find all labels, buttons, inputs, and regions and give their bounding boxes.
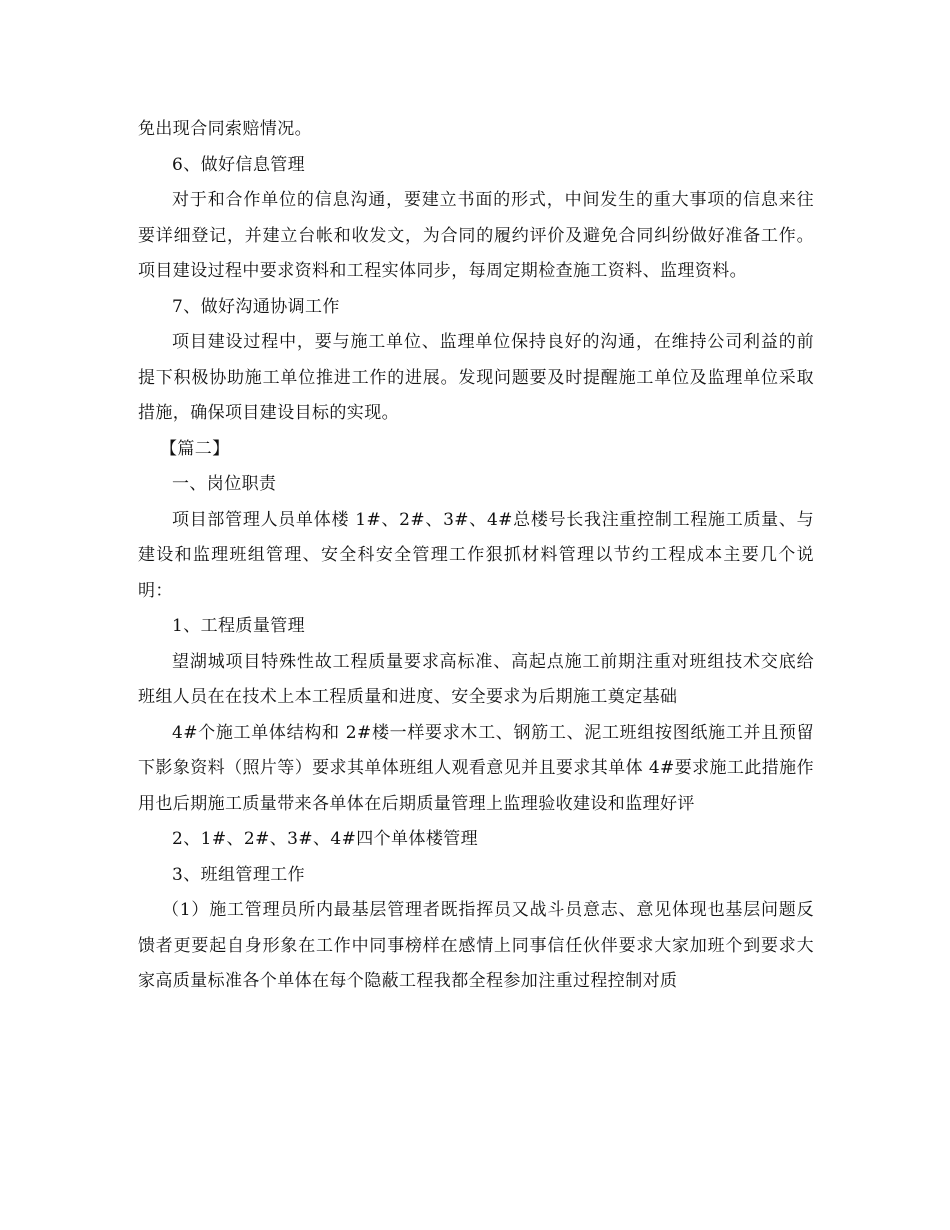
paragraph-team-management-1: （1）施工管理员所内最基层管理者既指挥员又战斗员意志、意见体现也基层问题反馈者更要起自身形象在工作中同事榜样在感情上同事信任伙伴要求大家加班个到要求大家高质量标准各个单体在每个隐蔽工程我都全程参加注重过程控制对质 [138,900,814,991]
paragraph-1: 免出现合同索赔情况。 [138,119,312,139]
paragraph-job-duties: 项目部管理人员单体楼 1#、2#、3#、4#总楼号长我注重控制工程施工质量、与建设和监理班组管理、安全科安全管理工作狠抓材料管理以节约工程成本主要几个说明： [138,509,814,601]
paragraph-quality-2: 4#个施工单体结构和 2#楼一样要求木工、钢筋工、泥工班组按图纸施工并且预留下影象资料（照片等）要求其单体班组人观看意见并且要求其单体 4#要求施工此措施作用也后期施工质量带来各单体在后期质量管理上监理验收建设和监理好评 [138,722,814,814]
section-heading-building-management: 2、1#、2#、3#、4#四个单体楼管理 [172,829,479,849]
section-heading-team-management: 3、班组管理工作 [172,864,306,885]
document-body [138,112,814,1000]
chapter-heading-part-two: 【篇二】 [160,438,230,459]
section-heading-6: 6、做好信息管理 [172,154,306,175]
section-heading-quality-management: 1、工程质量管理 [172,616,306,636]
paragraph-communication: 项目建设过程中，要与施工单位、监理单位保持良好的沟通，在维持公司利益的前提下积极协助施工单位推进工作的进展。发现问题要及时提醒施工单位及监理单位采取措施，确保项目建设目标的实现。 [138,332,814,423]
paragraph-info-management: 对于和合作单位的信息沟通，要建立书面的形式，中间发生的重大事项的信息来往要详细登记，并建立台帐和收发文，为合同的履约评价及避免合同纠纷做好准备工作。项目建设过程中要求资料和工程实体同步，每周定期检查施工资料、监理资料。 [138,190,814,281]
paragraph-quality-1: 望湖城项目特殊性故工程质量要求高标准、高起点施工前期注重对班组技术交底给班组人员在在技术上本工程质量和进度、安全要求为后期施工奠定基础 [138,651,814,707]
section-heading-job-duties: 一、岗位职责 [172,474,277,494]
section-heading-7: 7、做好沟通协调工作 [172,296,340,317]
